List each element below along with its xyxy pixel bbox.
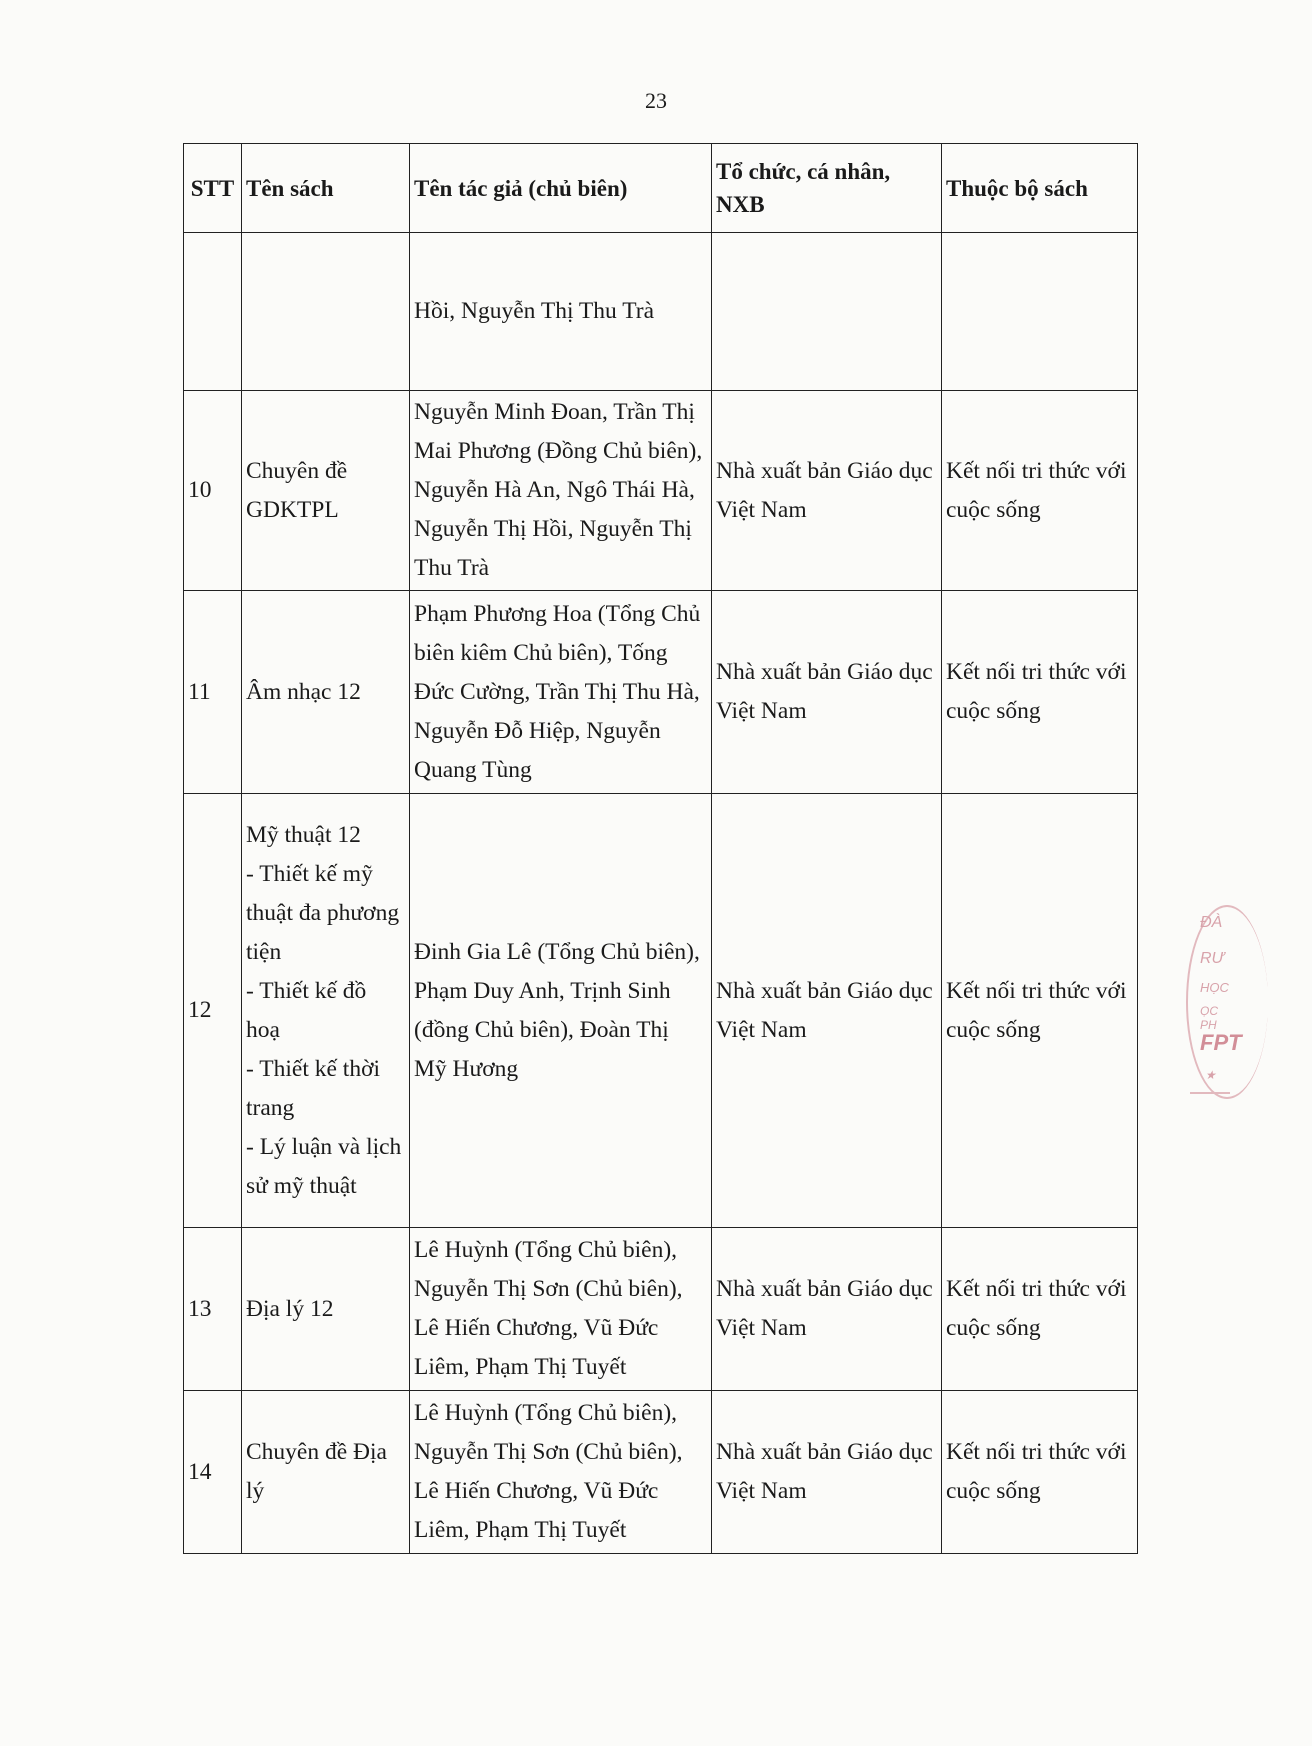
cell-series: Kết nối tri thức với cuộc sống [942,591,1138,794]
cell-publisher [712,233,942,391]
cell-publisher: Nhà xuất bản Giáo dục Việt Nam [712,591,942,794]
cell-publisher: Nhà xuất bản Giáo dục Việt Nam [712,1391,942,1554]
cell-stt: 11 [184,591,242,794]
cell-authors: Lê Huỳnh (Tổng Chủ biên), Nguyễn Thị Sơn (Chủ biên), Lê Hiến Chương, Vũ Đức Liêm, Phạm Thị Tuyết [410,1228,712,1391]
cell-stt: 14 [184,1391,242,1554]
star-icon: ★ [1205,1068,1216,1082]
cell-publisher: Nhà xuất bản Giáo dục Việt Nam [712,391,942,591]
cell-series: Kết nối tri thức với cuộc sống [942,794,1138,1228]
title-line: Mỹ thuật 12 [246,821,361,848]
stamp-fragment: ĐÀ [1200,914,1223,931]
cell-authors: Đinh Gia Lê (Tổng Chủ biên), Phạm Duy Anh, Trịnh Sinh (đồng Chủ biên), Đoàn Thị Mỹ Hương [410,794,712,1228]
table-header-row [184,144,1138,233]
cell-authors: Phạm Phương Hoa (Tổng Chủ biên kiêm Chủ biên), Tống Đức Cường, Trần Thị Thu Hà, Nguyễn Đỗ Hiệp, Nguyễn Quang Tùng [410,591,712,794]
title-line: - Thiết kế đồ hoạ [246,977,367,1043]
cell-title [242,794,410,1228]
cell-authors: Nguyễn Minh Đoan, Trần Thị Mai Phương (Đồng Chủ biên), Nguyễn Hà An, Ngô Thái Hà, Nguyễn Thị Hồi, Nguyễn Thị Thu Trà [410,391,712,591]
stamp-fragment: FPT [1200,1030,1242,1055]
header-series: Thuộc bộ sách [942,144,1138,233]
header-authors: Tên tác giả (chủ biên) [410,144,712,233]
cell-authors: Lê Huỳnh (Tổng Chủ biên), Nguyễn Thị Sơn (Chủ biên), Lê Hiến Chương, Vũ Đức Liêm, Phạm Thị Tuyết [410,1391,712,1554]
cell-title: Chuyên đề GDKTPL [242,391,410,591]
table-row [184,591,1138,794]
header-title: Tên sách [242,144,410,233]
cell-title: Âm nhạc 12 [242,591,410,794]
table-row [184,1391,1138,1554]
cell-series: Kết nối tri thức với cuộc sống [942,1391,1138,1554]
table-row [184,794,1138,1228]
cell-series: Kết nối tri thức với cuộc sống [942,391,1138,591]
header-publisher: Tổ chức, cá nhân, NXB [712,144,942,233]
cell-stt: 13 [184,1228,242,1391]
cell-stt: 12 [184,794,242,1228]
table-row-continuation [184,233,1138,391]
cell-authors: Hồi, Nguyễn Thị Thu Trà [410,233,712,391]
title-line: - Thiết kế mỹ thuật đa phương tiện [246,860,400,965]
stamp-fragment: HỌC [1200,980,1229,995]
stamp-underline [1190,1092,1230,1094]
cell-title: Chuyên đề Địa lý [242,1391,410,1554]
red-seal-stamp [1186,905,1268,1099]
stamp-fragment: ỌC PH [1200,1004,1218,1032]
cell-publisher: Nhà xuất bản Giáo dục Việt Nam [712,1228,942,1391]
stamp-fragment: RƯ [1200,950,1225,967]
cell-stt: 10 [184,391,242,591]
cell-title [242,233,410,391]
cell-publisher: Nhà xuất bản Giáo dục Việt Nam [712,794,942,1228]
cell-series: Kết nối tri thức với cuộc sống [942,1228,1138,1391]
cell-stt [184,233,242,391]
table-row [184,1228,1138,1391]
cell-title: Địa lý 12 [242,1228,410,1391]
page-number: 23 [645,88,667,113]
header-stt: STT [184,144,242,233]
title-line: - Thiết kế thời trang [246,1055,381,1121]
cell-series [942,233,1138,391]
table-row [184,391,1138,591]
book-list-table [183,143,1138,1554]
title-line: - Lý luận và lịch sử mỹ thuật [246,1133,402,1199]
